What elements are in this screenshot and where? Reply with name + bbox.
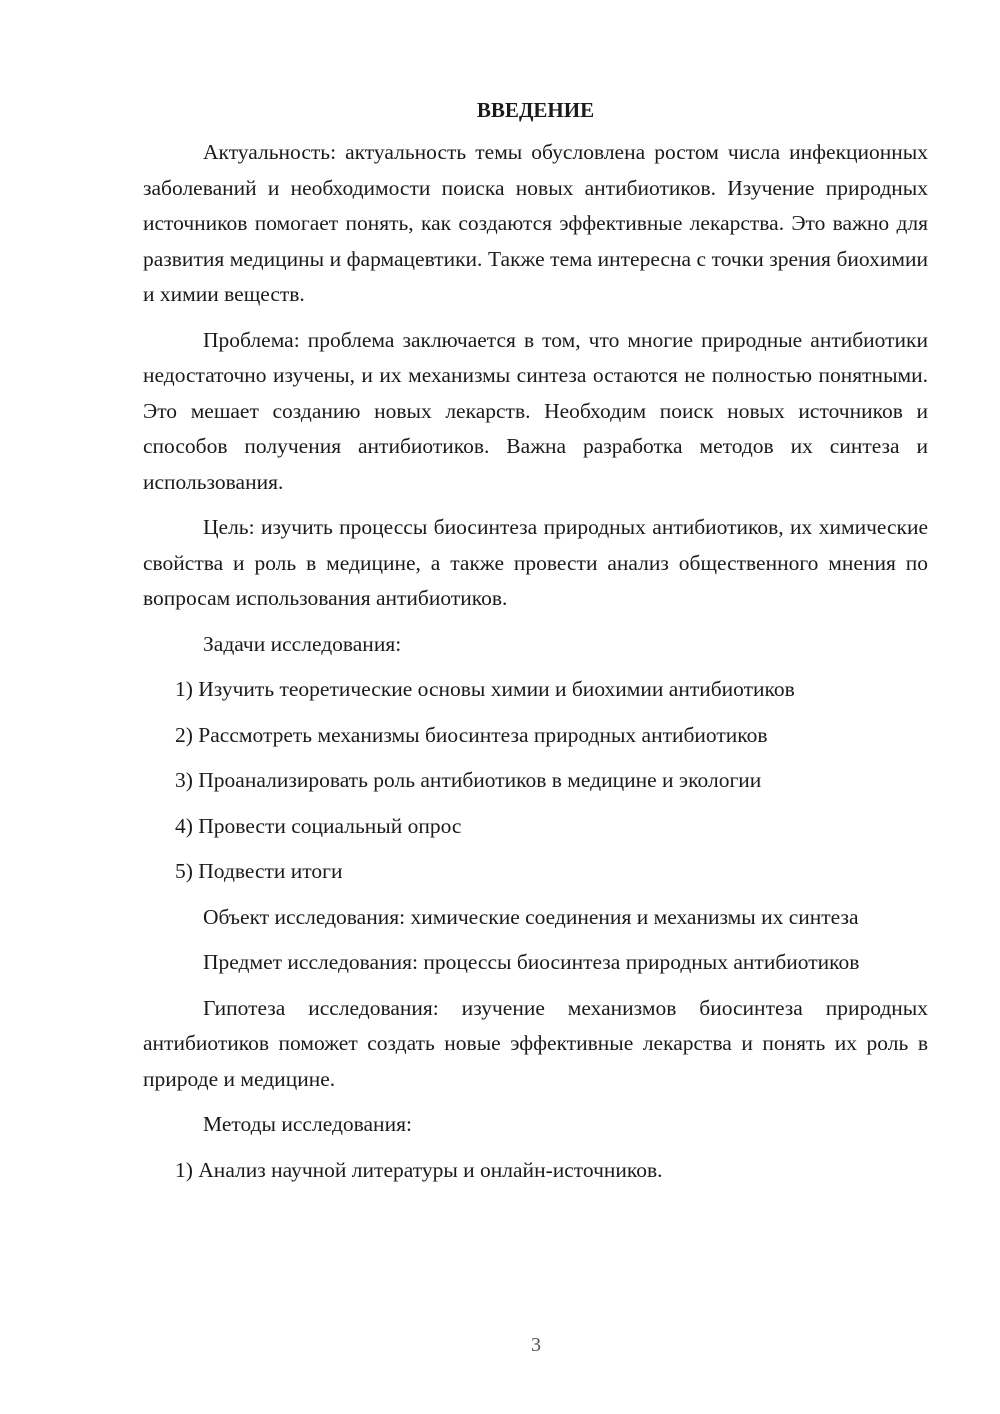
object-paragraph: Объект исследования: химические соединения и механизмы их синтеза (203, 904, 859, 929)
task-item: 5) Подвести итоги (175, 859, 343, 883)
hypothesis-paragraph: Гипотеза исследования: изучение механизмов биосинтеза природных антибиотиков поможет создать новые эффективные лекарства и понять их роль в природе и медицине. (143, 995, 928, 1091)
page-number: 3 (531, 1334, 541, 1356)
problem-paragraph: Проблема: проблема заключается в том, что многие природные антибиотики недостаточно изучены, и их механизмы синтеза остаются не полностью понятными. Это мешает созданию новых лекарств. Необходим поиск новых источников и способов получения антибиотиков. Важна разработка методов их синтеза и использования. (143, 327, 928, 494)
methods-heading: Методы исследования: (203, 1112, 412, 1136)
page-title: ВВЕДЕНИЕ (476, 98, 595, 122)
task-item: 1) Изучить теоретические основы химии и биохимии антибиотиков (175, 677, 795, 701)
subject-paragraph: Предмет исследования: процессы биосинтеза природных антибиотиков (203, 950, 860, 974)
goal-paragraph: Цель: изучить процессы биосинтеза природных антибиотиков, их химические свойства и роль в медицине, а также провести анализ общественного мнения по вопросам использования антибиотиков. (143, 515, 928, 610)
task-item: 3) Проанализировать роль антибиотиков в медицине и экологии (175, 768, 762, 792)
task-item: 4) Провести социальный опрос (175, 813, 462, 838)
relevance-paragraph: Актуальность: актуальность темы обусловлена ростом числа инфекционных заболеваний и необходимости поиска новых антибиотиков. Изучение природных источников помогает понять, как создаются эффективные лекарства. Это важно для развития медицины и фармацевтики. Также тема интересна с точки зрения биохимии и химии веществ. (143, 140, 928, 306)
method-item: 1) Анализ научной литературы и онлайн-источников. (175, 1157, 663, 1182)
tasks-heading: Задачи исследования: (203, 631, 402, 656)
document-page (143, 95, 928, 1198)
task-item: 2) Рассмотреть механизмы биосинтеза природных антибиотиков (175, 722, 768, 747)
